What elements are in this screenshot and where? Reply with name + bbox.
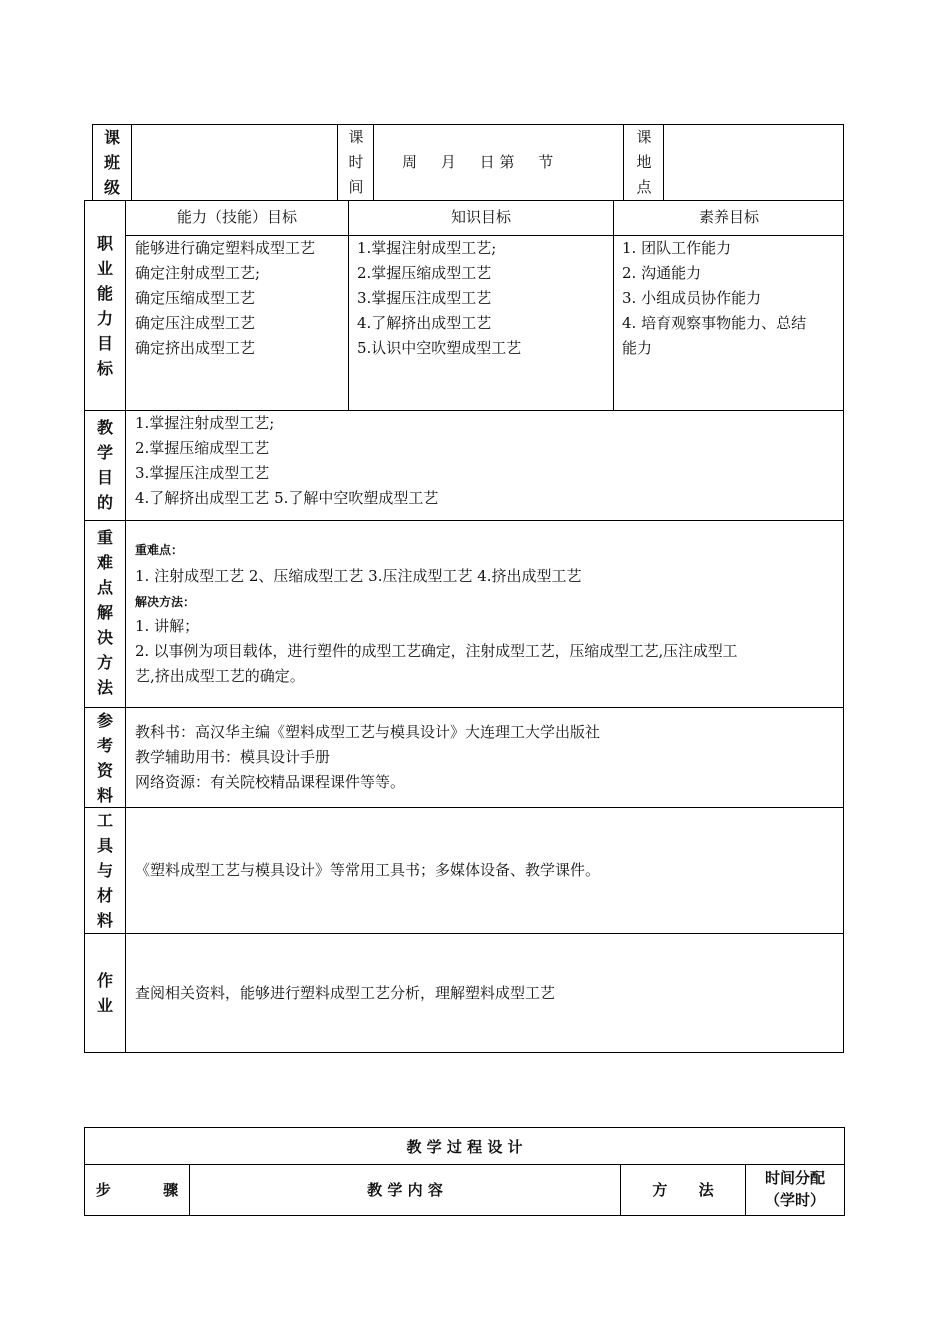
- list-item: 教科书：高汉华主编《塑料成型工艺与模具设计》大连理工大学出版社: [135, 723, 601, 741]
- method-line-3: 艺,挤出成型工艺的确定。: [135, 667, 305, 685]
- list-item: 4.了解挤出成型工艺: [357, 314, 492, 332]
- tools-section-label: 工 具 与 材 料: [96, 811, 113, 930]
- list-item: 3.掌握压注成型工艺: [357, 289, 492, 307]
- time-value: 周 月 日 第 节: [402, 153, 554, 171]
- homework-text: 查阅相关资料，能够进行塑料成型工艺分析，理解塑料成型工艺: [135, 984, 556, 1002]
- homework-section-label: 作 业: [96, 971, 113, 1015]
- tools-text: 《塑料成型工艺与模具设计》等常用工具书；多媒体设备、教学课件。: [135, 861, 601, 879]
- list-item: 2. 沟通能力: [622, 264, 702, 282]
- list-item: 5.认识中空吹塑成型工艺: [357, 339, 522, 357]
- method-line-1: 1. 讲解；: [135, 617, 200, 635]
- place-label: 课 地 点: [636, 128, 652, 196]
- list-item: 1.掌握注射成型工艺;: [357, 239, 497, 257]
- list-item: 能力: [622, 339, 653, 357]
- list-item: 能够进行确定塑料成型工艺: [135, 239, 316, 257]
- references-list: [135, 720, 600, 795]
- ability-knowledge-list: [357, 236, 521, 361]
- list-item: 2.掌握压缩成型工艺: [357, 264, 492, 282]
- process-col-content: 教 学 内 容: [367, 1181, 443, 1199]
- list-item: 教学辅助用书：模具设计手册: [135, 748, 331, 766]
- list-item: 确定挤出成型工艺: [135, 339, 256, 357]
- ability-col2-header: 知识目标: [450, 208, 511, 226]
- class-label: 课 班 级: [103, 128, 120, 197]
- ability-col3-header: 素养目标: [698, 208, 759, 226]
- references-section-label: 参 考 资 料: [96, 711, 113, 805]
- difficulty-title: 重难点：: [135, 543, 184, 557]
- list-item: 3. 小组成员协作能力: [622, 289, 762, 307]
- keypoints-section-label: 重 难 点 解 决 方 法: [96, 528, 113, 697]
- list-item: 2.掌握压缩成型工艺: [135, 439, 270, 457]
- process-title: 教 学 过 程 设 计: [406, 1138, 523, 1156]
- time-label: 课 时 间: [348, 128, 364, 196]
- list-item: 确定压缩成型工艺: [135, 289, 256, 307]
- process-col-method: 方 法: [652, 1181, 714, 1199]
- method-line-2: 2. 以事例为项目载体，进行塑件的成型工艺确定，注射成型工艺，压缩成型工艺,压注成型工: [135, 642, 738, 660]
- list-item: 确定压注成型工艺: [135, 314, 256, 332]
- list-item: 4.了解挤出成型工艺 5.了解中空吹塑成型工艺: [135, 489, 439, 507]
- difficulty-text: 1. 注射成型工艺 2、压缩成型工艺 3.压注成型工艺 4.挤出成型工艺: [135, 567, 582, 585]
- ability-section-label: 职 业 能 力 目 标: [96, 234, 113, 378]
- process-col-time: 时间分配 （学时）: [764, 1169, 825, 1209]
- list-item: 4. 培育观察事物能力、总结: [622, 314, 807, 332]
- purpose-section-label: 教 学 目 的: [96, 418, 113, 512]
- method-title: 解决方法：: [135, 595, 196, 609]
- list-item: 确定注射成型工艺;: [135, 264, 261, 282]
- purpose-list: [135, 411, 438, 511]
- list-item: 3.掌握压注成型工艺: [135, 464, 270, 482]
- ability-col1-header: 能力（技能）目标: [176, 208, 297, 226]
- list-item: 网络资源：有关院校精品课程课件等等。: [135, 773, 406, 791]
- process-col-step: 步 骤: [95, 1181, 179, 1199]
- list-item: 1. 团队工作能力: [622, 239, 732, 257]
- ability-quality-list: [622, 236, 806, 361]
- list-item: 1.掌握注射成型工艺;: [135, 414, 275, 432]
- ability-skill-list: [135, 236, 315, 361]
